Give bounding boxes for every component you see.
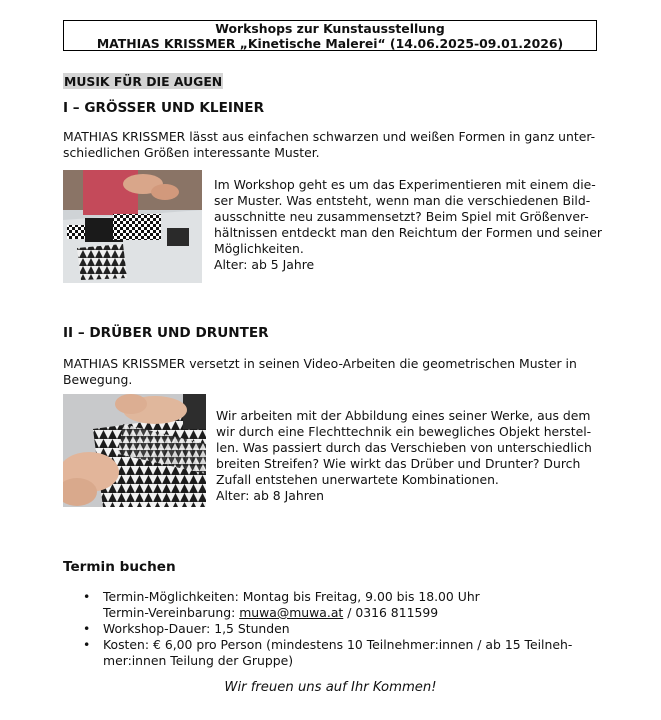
workshop2-intro-line: Bewegung. [63,372,133,387]
workshop1-body-line: ser Muster. Was entsteht, wenn man die verschiedenen Bild- [214,193,591,208]
workshop2-body-line: len. Was passiert durch das Verschieben von unterschiedlich [216,440,592,455]
booking-item-duration [83,621,643,637]
hands-weaving-strips-icon [63,394,206,507]
closing-text: Wir freuen uns auf Ihr Kommen! [224,680,437,695]
workshop2-intro-line: MATHIAS KRISSMER versetzt in seinen Video-Arbeiten die geometrischen Muster in [63,356,577,371]
booking-item-times [83,589,643,621]
workshop2-age: Alter: ab 8 Jahren [216,488,325,503]
workshop1-title: I – GRÖSSER UND KLEINER [63,100,265,116]
booking-title: Termin buchen [63,559,176,575]
workshop2-body-line: Zufall entstehen unerwartete Kombinationen. [216,472,499,487]
booking-contact-line [103,605,643,621]
booking-list [63,589,643,669]
booking-phone: / 0316 811599 [343,605,439,620]
workshop1-intro [63,129,603,161]
workshop2-intro [63,356,603,388]
email-link[interactable]: muwa@muwa.at [239,605,344,620]
workshop2-body [216,408,606,504]
workshop1-photo [63,170,202,283]
header-box [63,20,597,51]
bullet-icon: • [83,621,91,636]
bullet-icon: • [83,589,91,604]
workshop1-intro-line: MATHIAS KRISSMER lässt aus einfachen schwarzen und weißen Formen in ganz unter- [63,129,596,144]
booking-times-line: Termin-Möglichkeiten: Montag bis Freitag, 9.00 bis 18.00 Uhr [103,589,480,604]
workshop2-body-line: breiten Streifen? Wie wirkt das Drüber und Drunter? Durch [216,456,581,471]
workshop1-body-line: hältnissen entdeckt man den Reichtum der Formen und seiner [214,225,602,240]
workshop1-body [214,177,604,273]
booking-costs-line: mer:innen Teilung der Gruppe) [103,653,294,668]
booking-costs-line: Kosten: € 6,00 pro Person (mindestens 10 Teilnehmer:innen / ab 15 Teilneh- [103,637,573,652]
workshop1-body-line: Möglichkeiten. [214,241,304,256]
hands-cutting-patterns-icon [63,170,202,283]
workshop1-body-line: Im Workshop geht es um das Experimentieren mit einem die- [214,177,596,192]
workshop1-intro-line: schiedlichen Größen interessante Muster. [63,145,320,160]
bullet-icon: • [83,637,91,652]
workshop2-title: II – DRÜBER UND DRUNTER [63,325,269,341]
workshop2-body-line: wir durch eine Flechttechnik ein bewegliches Objekt herstel- [216,424,592,439]
booking-duration-line: Workshop-Dauer: 1,5 Stunden [103,621,290,636]
header-title: Workshops zur Kunstausstellung [215,21,445,36]
header-exhibition: MATHIAS KRISSMER „Kinetische Malerei“ (14.06.2025-09.01.2026) [96,36,564,51]
section-label: MUSIK FÜR DIE AUGEN [64,74,223,89]
workshop1-body-line: ausschnitte neu zusammensetzt? Beim Spiel mit Größenver- [214,209,589,224]
booking-item-costs [83,637,643,669]
workshop1-age: Alter: ab 5 Jahre [214,257,315,272]
workshop2-body-line: Wir arbeiten mit der Abbildung eines seiner Werke, aus dem [216,408,591,423]
booking-contact-prefix: Termin-Vereinbarung: [103,605,240,620]
workshop2-photo [63,394,206,507]
